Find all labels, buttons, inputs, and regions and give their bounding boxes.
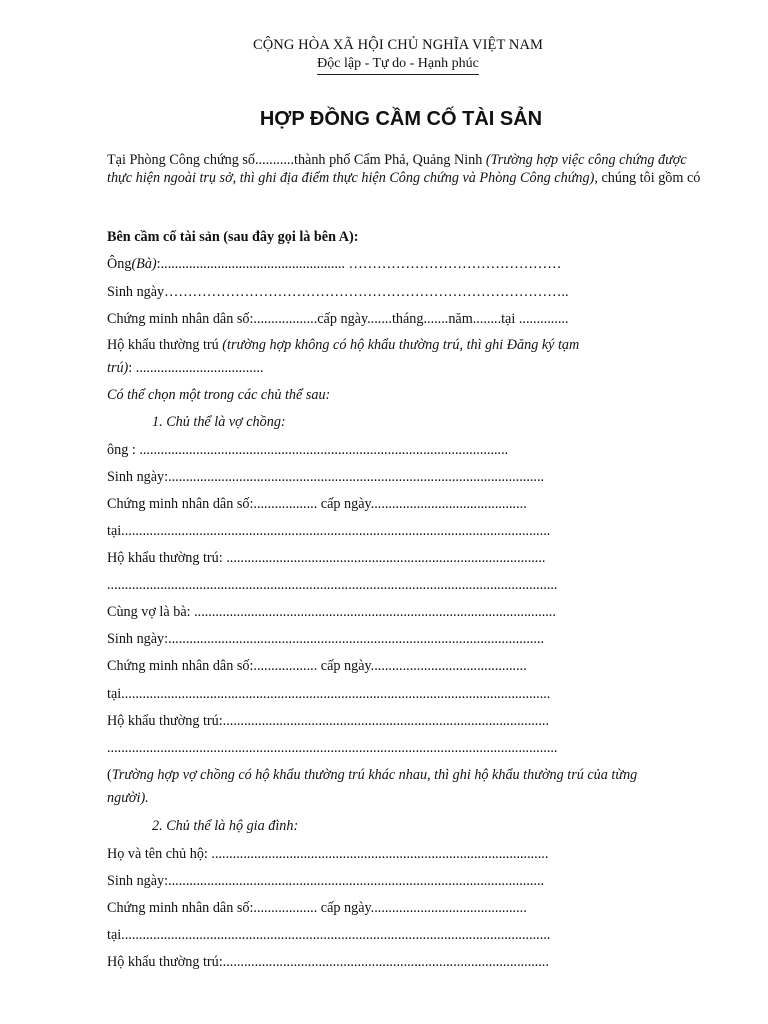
- household-birth-field: Sinh ngày:..........................................................................................................: [107, 873, 545, 889]
- wife-residence-field: Hộ khẩu thường trú:............................................................................................: [107, 713, 549, 729]
- party-a-birth-field: Sinh ngày…………………………………………………………………………..: [107, 284, 569, 300]
- party-a-name-field: [107, 255, 561, 273]
- name-dots: :.................................................... ………………………………………: [156, 256, 562, 272]
- husband-name-field: ông : ........................................................................................................: [107, 442, 509, 458]
- choose-subject-note: Có thể chọn một trong các chủ thể sau:: [107, 387, 331, 403]
- note-text: Trường hợp vợ chồng có hộ khẩu thường trú khác nhau, thì ghi hộ khẩu thường trú của từng: [111, 767, 638, 783]
- residence-dots: : ....................................: [128, 360, 264, 376]
- name-label: Ông: [107, 256, 132, 272]
- husband-birth-field: Sinh ngày:..........................................................................................................: [107, 469, 545, 485]
- wife-birth-field: Sinh ngày:..........................................................................................................: [107, 631, 545, 647]
- party-a-residence-cont: [107, 359, 263, 377]
- intro-note: (Trường hợp việc công chứng được thực hiện ngoài trụ sở, thì ghi địa điểm thực hiện Công chứng và Phòng Công chứng): [107, 152, 687, 186]
- couple-heading: 1. Chủ thể là vợ chồng:: [152, 414, 286, 430]
- husband-id-field: Chứng minh nhân dân số:.................. cấp ngày............................................: [107, 496, 527, 512]
- intro-tail: , chúng tôi gồm có: [594, 170, 701, 186]
- intro-text: Tại Phòng Công chứng số...........thành phố Cẩm Phả, Quảng Ninh: [107, 152, 486, 168]
- wife-name-field: Cùng vợ là bà: ......................................................................................................: [107, 604, 556, 620]
- party-a-residence-field: [107, 336, 579, 354]
- couple-residence-note: [107, 766, 637, 784]
- household-heading: 2. Chủ thể là hộ gia đình:: [152, 818, 299, 834]
- wife-place-field: tại.........................................................................................................................: [107, 686, 551, 702]
- household-residence-field: Hộ khẩu thường trú:............................................................................................: [107, 954, 549, 970]
- household-head-name-field: Họ và tên chủ hộ: ...............................................................................................: [107, 846, 549, 862]
- party-a-id-field: Chứng minh nhân dân số:..................cấp ngày.......tháng.......năm........tại ..............: [107, 311, 569, 327]
- wife-residence-cont: ...............................................................................................................................: [107, 740, 558, 756]
- residence-note-end: trú): [107, 360, 129, 376]
- national-motto: [0, 56, 768, 75]
- residence-label: Hộ khẩu thường trú: [107, 337, 223, 353]
- wife-id-field: Chứng minh nhân dân số:.................. cấp ngày............................................: [107, 658, 527, 674]
- husband-residence-cont: ...............................................................................................................................: [107, 577, 558, 593]
- party-a-heading: Bên cầm cố tài sản (sau đây gọi là bên A):: [107, 229, 359, 245]
- national-header: CỘNG HÒA XÃ HỘI CHỦ NGHĨA VIỆT NAM: [252, 37, 544, 53]
- intro-paragraph: [107, 151, 707, 187]
- husband-residence-field: Hộ khẩu thường trú: ..........................................................................................: [107, 550, 546, 566]
- name-label-alt: (Bà): [131, 256, 157, 272]
- document-title: HỢP ĐỒNG CẦM CỐ TÀI SẢN: [259, 108, 543, 130]
- husband-place-field: tại.........................................................................................................................: [107, 523, 551, 539]
- motto-text: Độc lập - Tự do - Hạnh phúc: [317, 56, 479, 75]
- household-id-field: Chứng minh nhân dân số:.................. cấp ngày............................................: [107, 900, 527, 916]
- household-place-field: tại.........................................................................................................................: [107, 927, 551, 943]
- residence-note: (trường hợp không có hộ khẩu thường trú, thì ghi Đăng ký tạm: [222, 337, 580, 353]
- couple-residence-note-end: người).: [107, 790, 149, 806]
- note-open-paren: (: [107, 767, 112, 783]
